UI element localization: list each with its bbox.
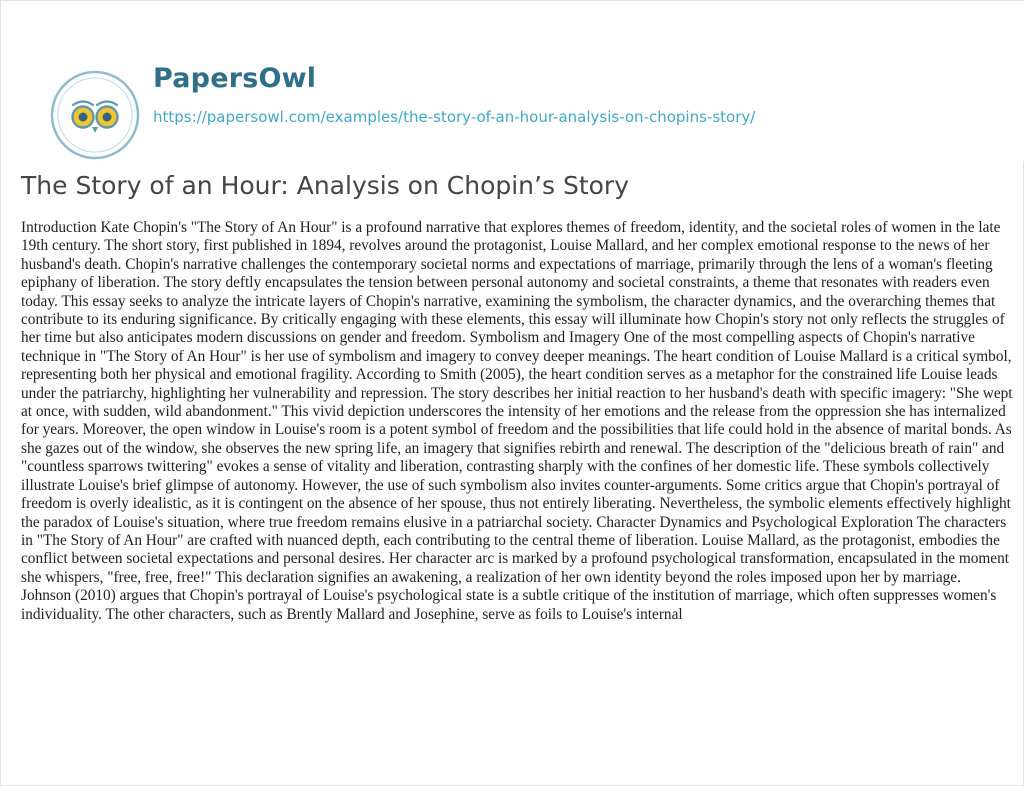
brand-name[interactable]: PapersOwl	[153, 63, 317, 94]
article-body: Introduction Kate Chopin's "The Story of An Hour" is a profound narrative that explores themes of freedom, identity, and the societal roles of women in the late 19th century. The short story, first published in 1894, revolves around the protagonist, Louise Mallard, and her complex emotional response to the news of her husband's death. Chopin's narrative challenges the contemporary societal norms and expectations of marriage, primarily through the lens of a woman's fleeting epiphany of liberation. The story deftly encapsulates the tension between personal autonomy and societal constraints, a theme that resonates with readers even today. This essay seeks to analyze the intricate layers of Chopin's narrative, examining the symbolism, the character dynamics, and the overarching themes that contribute to its enduring significance. By critically engaging with these elements, this essay will illuminate how Chopin's story not only reflects the struggles of her time but also anticipates modern discussions on gender and freedom. Symbolism and Imagery One of the most compelling aspects of Chopin's narrative technique in "The Story of An Hour" is her use of symbolism and imagery to convey deeper meanings. The heart condition of Louise Mallard is a critical symbol, representing both her physical and emotional fragility. According to Smith (2005), the heart condition serves as a metaphor for the constrained life Louise leads under the patriarchy, highlighting her vulnerability and repression. The story describes her initial reaction to her husband's death with specific imagery: "She wept at once, with sudden, wild abandonment." This vivid depiction underscores the intensity of her emotions and the release from the oppression she has internalized for years. Moreover, the open window in Louise's room is a potent symbol of freedom and the possibilities that life could hold in the absence of marital bonds. As she gazes out of the window, she observes the new spring life, an imagery that signifies rebirth and renewal. The description of the "delicious breath of rain" and "countless sparrows twittering" evokes a sense of vitality and liberation, contrasting sharply with the confines of her domestic life. These symbols collectively illustrate Louise's brief glimpse of autonomy. However, the use of such symbolism also invites counter-arguments. Some critics argue that Chopin's portrayal of freedom is overly idealistic, as it is contingent on the absence of her spouse, thus not entirely liberating. Nevertheless, the symbolic elements effectively highlight the paradox of Louise's situation, where true freedom remains elusive in a patriarchal society. Character Dynamics and Psychological Exploration The characters in "The Story of An Hour" are crafted with nuanced depth, each contributing to the central theme of liberation. Louise Mallard, as the protagonist, embodies the conflict between societal expectations and personal desires. Her character arc is marked by a profound psychological transformation, encapsulated in the moment she whispers, "free, free, free!" This declaration signifies an awakening, a realization of her own identity beyond the roles imposed upon her by marriage. Johnson (2010) argues that Chopin's portrayal of Louise's psychological state is a subtle critique of the institution of marriage, which often suppresses women's individuality. The other characters, such as Brently Mallard and Josephine, serve as foils to Louise's internal	[21, 219, 1013, 623]
site-header	[1, 1, 1024, 161]
owl-eyes-logo-icon[interactable]	[49, 69, 141, 161]
article-url-link[interactable]: https://papersowl.com/examples/the-story-of-an-hour-analysis-on-chopins-story/	[153, 108, 756, 126]
article-title: The Story of an Hour: Analysis on Chopin’s Story	[21, 171, 629, 200]
